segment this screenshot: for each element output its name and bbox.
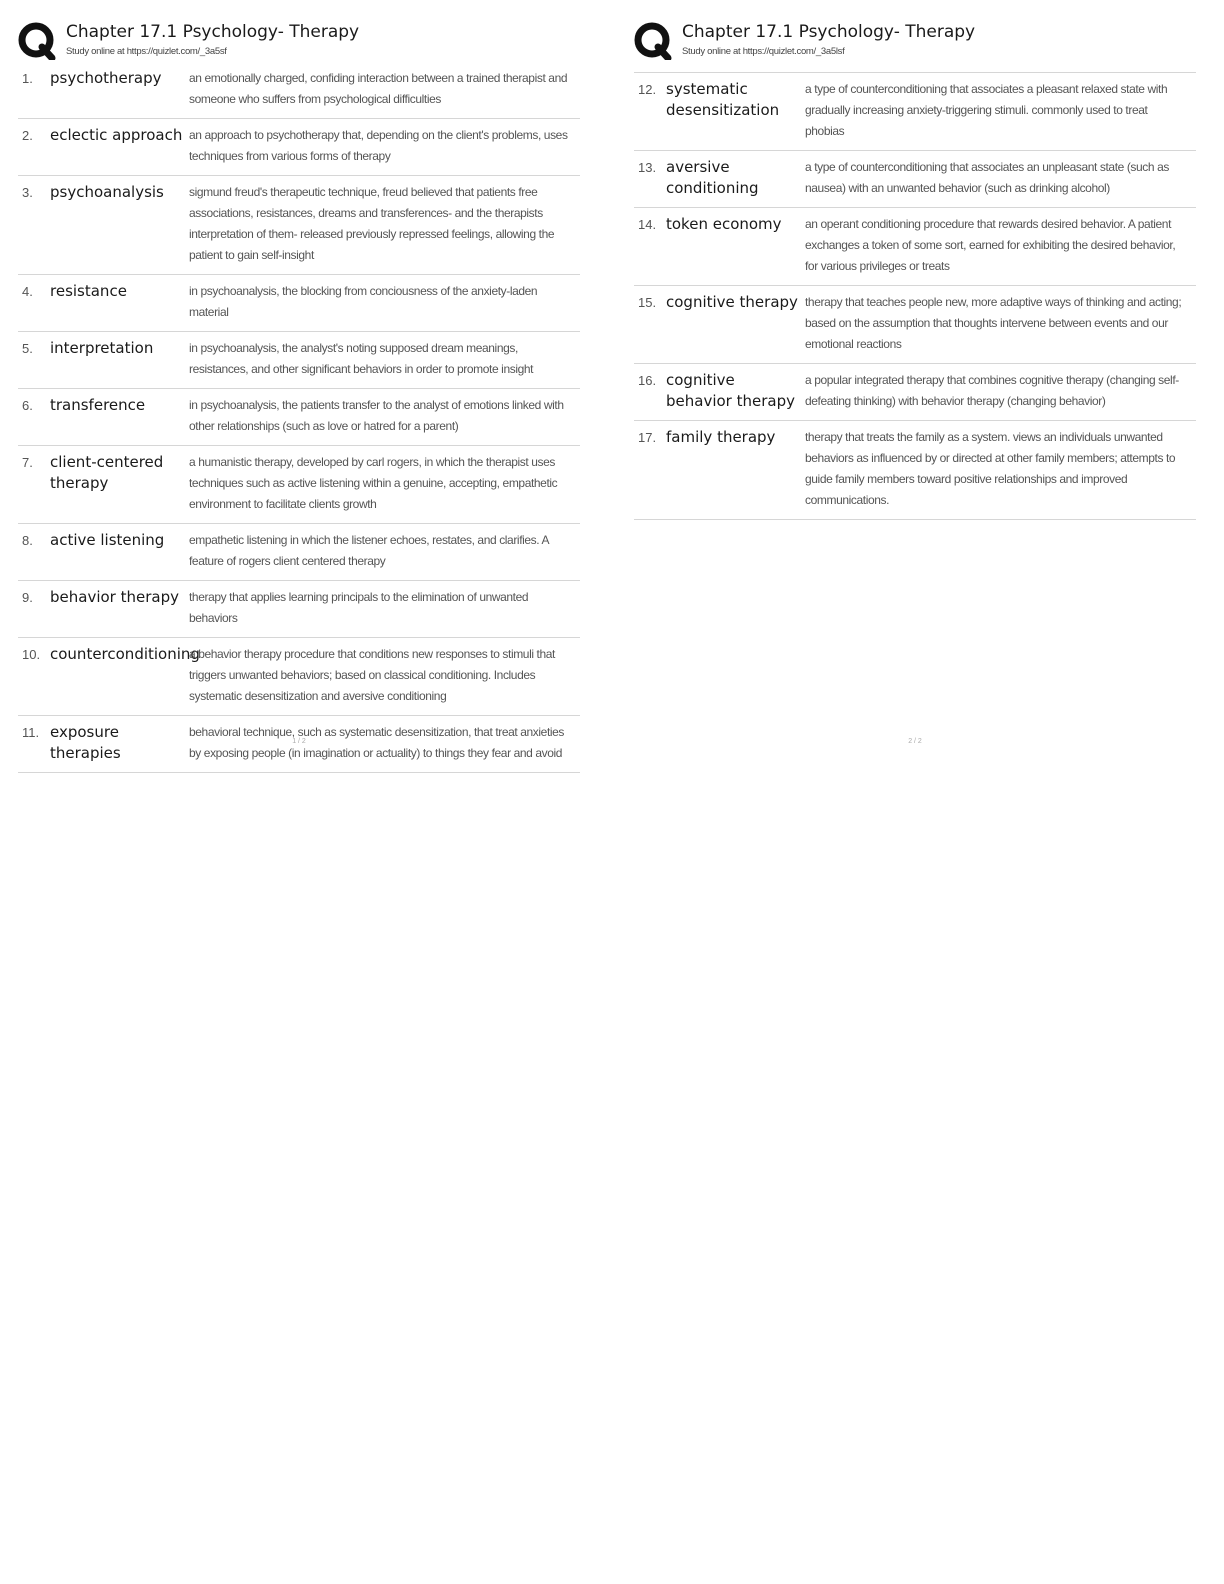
term-label: resistance [50,282,127,300]
term-definition: in psychoanalysis, the analyst's noting supposed dream meanings, resistances, and other significant behaviors in order to promote insight [189,341,534,376]
term-definition: behavioral technique, such as systematic desensitization, that treat anxieties by exposing people (in imagination or actuality) to things they fear and avoid [189,725,565,760]
page-header [634,20,1196,62]
term-list [634,72,1196,520]
term-label: client-centered therapy [50,453,164,492]
term-row [634,364,1196,421]
term-definition: therapy that teaches people new, more adaptive ways of thinking and acting; based on the assumption that thoughts intervene between events and our emotional reactions [805,295,1182,351]
term-definition: in psychoanalysis, the blocking from conciousness of the anxiety-laden material [189,284,538,319]
term-row [18,389,580,446]
term-definition: a type of counterconditioning that associates a pleasant relaxed state with gradually increasing anxiety-triggering stimuli. commonly used to treat phobias [805,82,1168,138]
term-definition: empathetic listening in which the listener echoes, restates, and clarifies. A feature of rogers client centered therapy [189,533,549,568]
term-label: cognitive therapy [666,293,798,311]
term-number: 3. [22,185,33,200]
term-label: behavior therapy [50,588,179,606]
term-number: 13. [638,160,657,175]
term-number: 15. [638,295,657,310]
term-row [634,208,1196,286]
term-number: 14. [638,217,657,232]
page-subtitle: Study online at https://quizlet.com/_3a5sf [66,46,227,57]
term-row [18,176,580,275]
term-row [18,524,580,581]
term-definition: in psychoanalysis, the patients transfer to the analyst of emotions linked with other relationships (such as love or hatred for a parent) [189,398,564,433]
term-label: interpretation [50,339,154,357]
page-number: 2 / 2 [908,738,922,745]
term-number: 2. [22,128,33,143]
term-definition: a type of counterconditioning that associates an unpleasant state (such as nausea) with an unwanted behavior (such as drinking alcohol) [805,160,1169,195]
term-number: 5. [22,341,33,356]
term-number: 16. [638,373,657,388]
term-label: systematic desensitization [666,80,780,119]
term-row [18,638,580,716]
term-number: 8. [22,533,33,548]
term-label: token economy [666,215,782,233]
page-title: Chapter 17.1 Psychology- Therapy [66,22,360,42]
term-definition: an operant conditioning procedure that rewards desired behavior. A patient exchanges a token of some sort, earned for exhibiting the desired behavior, for various privileges or treats [805,217,1176,273]
term-number: 17. [638,430,657,445]
term-label: transference [50,396,146,414]
quizlet-logo-icon [634,22,672,60]
term-row [634,73,1196,151]
term-definition: a humanistic therapy, developed by carl rogers, in which the therapist uses techniques such as active listening within a genuine, accepting, empathetic environment to facilitate clients growth [189,455,558,511]
term-label: family therapy [666,428,776,446]
term-number: 6. [22,398,33,413]
term-definition: a behavior therapy procedure that conditions new responses to stimuli that triggers unwanted behaviors; based on classical conditioning. Includes systematic desensitization and aversive conditioning [189,647,555,703]
page-1 [18,0,580,760]
term-row [18,581,580,638]
term-definition: a popular integrated therapy that combines cognitive therapy (changing self-defeating thinking) with behavior therapy (changing behavior) [805,373,1179,408]
term-row [634,286,1196,364]
term-number: 4. [22,284,33,299]
term-list [18,62,580,773]
term-label: exposure therapies [50,723,121,762]
term-label: psychotherapy [50,69,162,87]
term-definition: sigmund freud's therapeutic technique, freud believed that patients free associations, resistances, dreams and transferences- and the therapists interpretation of them- released previously repressed feelings, allowing the patient to gain self-insight [189,185,555,262]
page-2 [634,0,1196,760]
term-row [18,275,580,332]
term-definition: an emotionally charged, confiding interaction between a trained therapist and someone who suffers from psychological difficulties [189,71,568,106]
term-number: 9. [22,590,33,605]
term-definition: therapy that treats the family as a system. views an individuals unwanted behaviors as influenced by or directed at other family members; attempts to guide family members toward positive relationships and improved communications. [805,430,1176,507]
page-title: Chapter 17.1 Psychology- Therapy [682,22,976,42]
term-row [634,151,1196,208]
term-number: 12. [638,82,657,97]
term-row [18,62,580,119]
page-number: 1 / 2 [292,738,306,745]
term-label: counterconditioning [50,645,200,663]
term-number: 1. [22,71,33,86]
term-label: cognitive behavior therapy [666,371,795,410]
page-header [18,20,580,62]
term-label: psychoanalysis [50,183,164,201]
term-number: 7. [22,455,33,470]
term-definition: therapy that applies learning principals to the elimination of unwanted behaviors [189,590,529,625]
term-definition: an approach to psychotherapy that, depending on the client's problems, uses techniques from various forms of therapy [189,128,568,163]
page-subtitle: Study online at https://quizlet.com/_3a5lsf [682,46,845,57]
term-row [18,119,580,176]
term-label: aversive conditioning [666,158,759,197]
term-row [18,332,580,389]
quizlet-logo-icon [18,22,56,60]
term-label: eclectic approach [50,126,183,144]
term-label: active listening [50,531,165,549]
term-number: 11. [22,725,40,740]
term-row [634,421,1196,520]
term-row [18,446,580,524]
term-number: 10. [22,647,41,662]
